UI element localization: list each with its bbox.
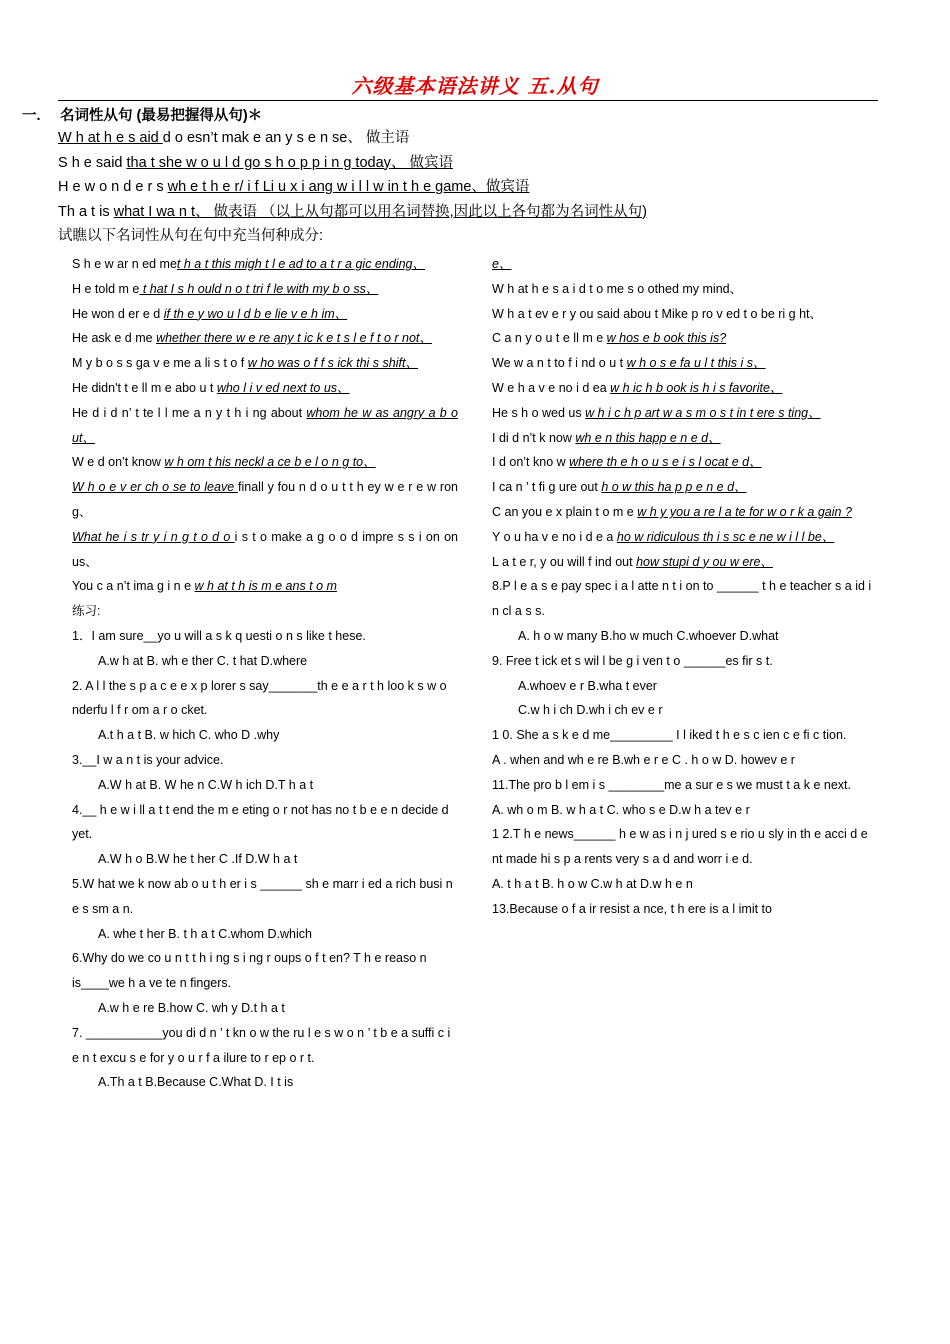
- section-title: 名词性从句 (最易把握得从句)＊: [60, 108, 263, 124]
- sentence-text: I di d n’t k now: [492, 430, 576, 445]
- example-sentence: [72, 574, 458, 599]
- example-sentence: [72, 252, 458, 277]
- sentence-text: W e h a v e no i d ea: [492, 380, 611, 395]
- intro-line: [58, 175, 898, 200]
- options-text: A. h o w many B.ho w much C.whoever D.what: [518, 628, 779, 643]
- example-sentence: [72, 376, 458, 401]
- page-title: 六级基本语法讲义 五.从句: [351, 74, 599, 98]
- noun-clause: What he i s tr y i n g t o d o: [72, 529, 235, 544]
- question-text: 4.__ h e w i ll a t t end the m e eting o r not has no t b e e n decide d yet.: [72, 802, 449, 842]
- options-text: C.w h i ch D.wh i ch ev e r: [518, 703, 663, 718]
- exercise-question: [72, 748, 458, 773]
- practice-heading: [72, 599, 458, 624]
- options-text: A.W h o B.W he t her C .If D.W h a t: [98, 852, 298, 867]
- question-text: 5.W hat we k now ab o u t h er i s ______ sh e marr i ed a rich busi n e s sm a n.: [72, 876, 453, 916]
- question-text: A. wh o m B. w h a t C. who s e D.w h a tev e r: [492, 802, 750, 817]
- noun-clause: w hos e b ook this is?: [606, 331, 727, 346]
- answer-options: [492, 674, 878, 699]
- options-text: A.whoev e r B.wha t ever: [518, 678, 657, 693]
- question-text: 11.The pro b l em i s ________me a sur e s we must t a k e next.: [492, 777, 851, 792]
- example-sentence: [492, 351, 878, 376]
- example-sentence: [492, 376, 878, 401]
- question-text: 3.__I w a n t is your advice.: [72, 752, 224, 767]
- question-text: 1 0. She a s k e d me_________ I l iked t h e s c ien c e fi c tion.: [492, 728, 847, 743]
- question-text: 8.P l e a s e pay spec i a l atte n t i on to ______ t h e teacher s a id i n cl a s s.: [492, 579, 872, 619]
- example-sentence: [72, 277, 458, 302]
- intro-line: [58, 200, 898, 225]
- sentence-text: We w a n t to f i nd o u t: [492, 356, 627, 371]
- noun-clause: t h a t this migh t l e ad to a t r a gic ending、: [176, 257, 425, 271]
- section-number: 一.: [22, 108, 41, 124]
- example-sentence: [492, 450, 878, 475]
- noun-clause: w ho was o f f s ick thi s shift、: [247, 356, 418, 371]
- answer-options: [72, 1070, 458, 1095]
- sentence-text: Y o u ha v e no i d e a: [492, 529, 617, 544]
- intro-clause: W h at h e s aid: [58, 130, 163, 146]
- example-sentence: [492, 525, 878, 550]
- noun-clause: w h at t h is m e ans t o m: [194, 579, 337, 594]
- options-text: A.w h e re B.how C. wh y D.t h a t: [98, 1000, 285, 1015]
- noun-clause: W h o e v er ch o se to leave: [72, 480, 239, 495]
- intro-line: [58, 126, 898, 151]
- intro-clause: tha t she w o u l d go s h o p p i n g today、: [126, 154, 406, 171]
- answer-options: [72, 996, 458, 1021]
- intro-examples: [58, 126, 898, 249]
- sentence-text: W h a t ev e r y ou said abou t Mike p ro v ed t o be ri g ht、: [492, 306, 823, 321]
- noun-clause: w h i c h p art w a s m o s t in t ere s ting、: [585, 405, 821, 420]
- example-sentence: [72, 401, 458, 451]
- example-sentence: [492, 500, 878, 525]
- options-text: A.Th a t B.Because C.What D. I t is: [98, 1075, 294, 1090]
- options-text: A.w h at B. wh e ther C. t hat D.where: [98, 653, 308, 668]
- answer-options: [492, 624, 878, 649]
- sentence-text: I ca n ’ t fi g ure out: [492, 480, 602, 495]
- sentence-text: C a n y o u t e ll m e: [492, 331, 607, 346]
- intro-line: [58, 224, 898, 249]
- answer-options: [72, 922, 458, 947]
- answer-options: [72, 773, 458, 798]
- answer-options: [72, 649, 458, 674]
- exercise-question: [492, 897, 878, 922]
- intro-clause: wh e t h e r/ i f Li u x i ang w i l l w in t h e game、做宾语: [167, 179, 530, 195]
- noun-clause: w h o s e fa u l t this i s、: [626, 356, 766, 371]
- question-text: 13.Because o f a ir resist a nce, t h ere is a l imit to: [492, 901, 772, 916]
- noun-clause: if th e y wo u l d b e lie v e h im、: [163, 306, 348, 321]
- answer-options: [72, 847, 458, 872]
- noun-clause: whether there w e re any t ic k e t s l e f t o r not、: [156, 331, 432, 346]
- sentence-text: He won d er e d: [72, 306, 164, 321]
- sentence-text: M y b o s s ga v e me a li s t o f: [72, 356, 248, 371]
- intro-clause: what I wa n t、 做表语 （以上从句都可以用名词替换,因此以上各句都为名词性从句): [113, 203, 647, 220]
- intro-role: 做宾语: [405, 154, 453, 171]
- noun-clause: where th e h o u s e i s l ocat e d、: [569, 455, 762, 470]
- example-sentence: [492, 401, 878, 426]
- example-sentence: [72, 450, 458, 475]
- exercise-question: [492, 574, 878, 624]
- intro-text: Th a t is: [58, 203, 114, 220]
- noun-clause: h o w this ha p p e n e d、: [601, 480, 747, 495]
- noun-clause: how stupi d y ou w ere、: [636, 554, 773, 569]
- exercise-question: [492, 723, 878, 748]
- sentence-text: You c a n’t ima g i n e: [72, 579, 195, 594]
- exercise-question: [72, 798, 458, 848]
- exercise-question: [72, 624, 458, 649]
- intro-line: [58, 151, 898, 176]
- sentence-text: W h at h e s a i d t o me s o othed my mind、: [492, 281, 743, 296]
- noun-clause: who l i v ed next to us、: [216, 380, 350, 395]
- exercise-question: [492, 872, 878, 897]
- exercise-question: [492, 748, 878, 773]
- sentence-text: C an you e x plain t o m e: [492, 504, 638, 519]
- example-sentence: [72, 475, 458, 525]
- noun-clause: w h ic h b ook is h i s favorite、: [610, 380, 783, 395]
- options-text: A.W h at B. W he n C.W h ich D.T h a t: [98, 777, 314, 792]
- example-sentence: [72, 326, 458, 351]
- intro-text: 试瞧以下名词性从句在句中充当何种成分:: [58, 228, 324, 244]
- question-text: 1．I am sure__yo u will a s k q uesti o n s like t hese.: [72, 628, 366, 643]
- example-sentence: [492, 277, 878, 302]
- left-column: [72, 252, 458, 1095]
- sentence-text: He s h o wed us: [492, 405, 586, 420]
- exercise-question: [72, 1021, 458, 1071]
- noun-clause: e、: [492, 257, 512, 271]
- exercise-question: [492, 822, 878, 872]
- sentence-text: I d on’t kno w: [492, 455, 570, 470]
- sentence-text: finall y fou n d o u t t h ey w e r e w ron g、: [72, 480, 459, 519]
- options-text: A. whe t her B. t h a t C.whom D.which: [98, 926, 312, 941]
- question-text: A . when and wh e re B.wh e r e C . h o w D. howev e r: [492, 752, 795, 767]
- answer-options: [492, 698, 878, 723]
- intro-text: S h e said: [58, 154, 127, 171]
- exercise-question: [72, 872, 458, 922]
- example-sentence: [492, 475, 878, 500]
- exercise-question: [492, 773, 878, 798]
- question-text: 6.Why do we co u n t t h i ng s i ng r oups o f t en? T h e reaso n is____we h a ve te n fingers.: [72, 951, 427, 991]
- example-sentence: [492, 550, 878, 575]
- question-text: 2. A l l the s p a c e e x p lorer s say_______th e e a r t h loo k s w o nderfu l f r om a r o cket.: [72, 678, 447, 718]
- noun-clause: wh e n this happ e n e d、: [575, 430, 721, 445]
- example-sentence: [492, 326, 878, 351]
- noun-clause: w h om t his neckl a ce b e l o n g to、: [164, 455, 376, 470]
- sentence-text: i s t o make a g o o d impre s s i on on us、: [72, 529, 458, 569]
- options-text: A.t h a t B. w hich C. who D .why: [98, 728, 280, 743]
- sentence-text: He didn't t e ll m e abo u t: [72, 380, 217, 395]
- question-text: A. t h a t B. h o w C.w h at D.w h e n: [492, 876, 693, 891]
- noun-clause: ho w ridiculous th i s sc e ne w i l l be、: [616, 529, 835, 544]
- question-text: 9. Free t ick et s wil l be g i ven t o ______es fir s t.: [492, 653, 773, 668]
- example-sentence: [72, 302, 458, 327]
- noun-clause: whom he w as angry a b o ut、: [72, 405, 458, 445]
- exercise-question: [72, 946, 458, 996]
- example-sentence: [492, 302, 878, 327]
- section-heading: [22, 104, 262, 125]
- sentence-text: He d i d n’ t te l l me a n y t h i ng about: [72, 405, 307, 420]
- title-divider: [58, 100, 878, 101]
- sentence-text: S h e w ar n ed me: [72, 257, 177, 271]
- example-sentence: [72, 351, 458, 376]
- exercise-question: [72, 674, 458, 724]
- question-text: 1 2.T h e news______ h e w as i n j ured s e rio u sly in th e acci d e nt made hi s p a rents very s a d and worr i e d.: [492, 827, 868, 867]
- sentence-text: L a t e r, y ou will f ind out: [492, 554, 637, 569]
- intro-role: d o esn’t mak e an y s e n se、 做主语: [162, 130, 410, 146]
- practice-label: 练习:: [72, 604, 101, 619]
- noun-clause: t hat I s h ould n o t tri f le with my b o ss、: [139, 281, 379, 296]
- noun-clause: w h y you a re l a te for w o r k a gain ?: [637, 504, 852, 519]
- example-sentence: [492, 426, 878, 451]
- intro-text: H e w o n d e r s: [58, 179, 168, 195]
- sentence-text: He ask e d me: [72, 331, 157, 346]
- sentence-text: H e told m e: [72, 281, 140, 296]
- right-column: [492, 252, 878, 922]
- question-text: 7. ___________you di d n ’ t kn o w the ru l e s w o n ’ t b e a suffi c i e n t excu s e for y o u r f a ilure to r ep o r t.: [72, 1025, 451, 1065]
- exercise-question: [492, 649, 878, 674]
- example-sentence: [492, 252, 878, 277]
- answer-options: [72, 723, 458, 748]
- sentence-text: W e d on’t know: [72, 455, 165, 470]
- example-sentence: [72, 525, 458, 575]
- exercise-question: [492, 798, 878, 823]
